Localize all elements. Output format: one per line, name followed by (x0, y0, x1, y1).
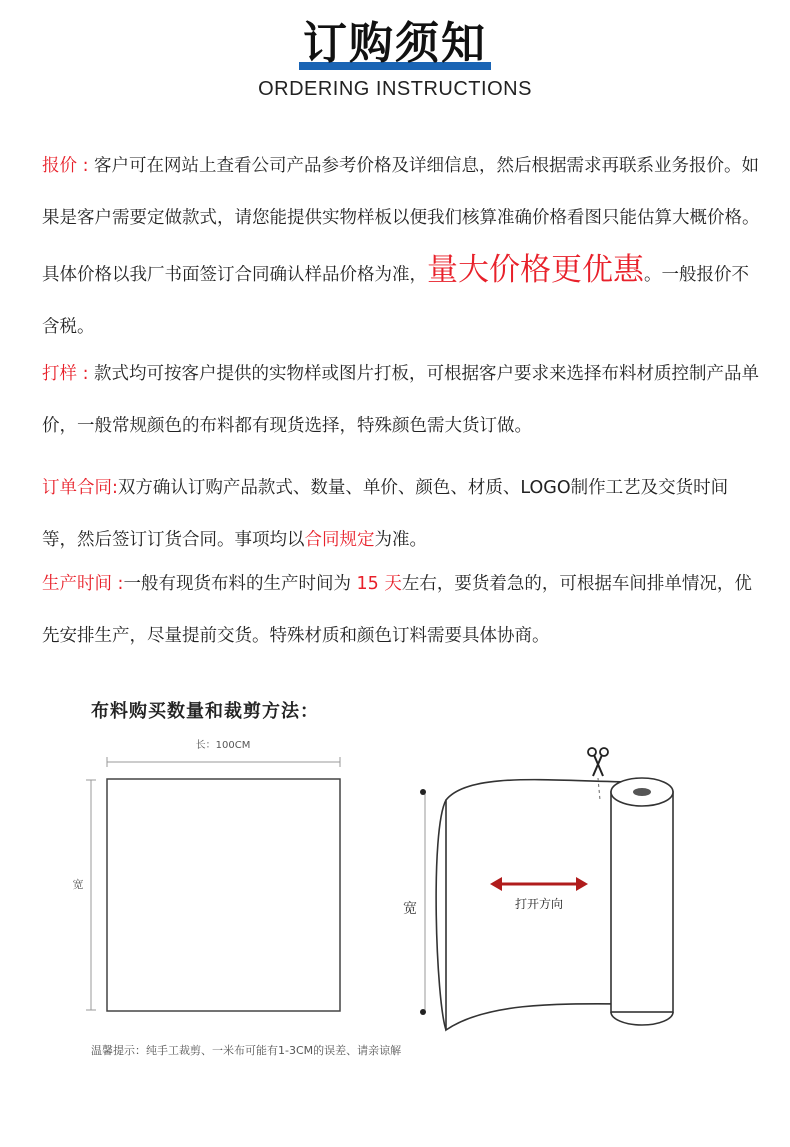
width-dot-bottom (420, 1009, 426, 1015)
section-quote-highlight: 量大价格更优惠 (427, 252, 644, 288)
section-production-text2: 左右，要货着急的，可根据车间排单情况，优先安排生产，尽量提前交货。特殊材质和颜色订料需要具体协商。 (42, 574, 752, 646)
fabric-sheet-edge (436, 800, 446, 1030)
section-contract-highlight: 合同规定 (304, 530, 375, 550)
section-sample-text: 款式均可按客户提供的实物样或图片打板，可根据客户要求来选择布料材质控制产品单价，一般常规颜色的布料都有现货选择，特殊颜色需大货订做。 (42, 364, 760, 436)
section-production (42, 558, 762, 662)
section-contract (42, 462, 762, 566)
direction-label: 打开方向 (514, 897, 564, 911)
section-production-label: 生产时间 : (42, 574, 124, 594)
scissors-icon (588, 748, 608, 776)
fabric-roll-body (611, 792, 673, 1012)
title-wrap (303, 14, 487, 74)
section-quote-label: 报价 : (42, 156, 89, 176)
section-quote-text2: 。一般报价不含税。 (42, 265, 749, 337)
section-contract-text2: 为准。 (374, 530, 427, 550)
fabric-diagram (0, 720, 790, 1140)
section-sample (42, 348, 762, 452)
width-dot-top (420, 789, 426, 795)
section-quote (42, 140, 762, 353)
fabric-roll-core (633, 788, 651, 796)
section-contract-label: 订单合同: (42, 478, 118, 498)
section-contract-text1: 双方确认订购产品款式、数量、单价、颜色、材质、LOGO制作工艺及交货时间等，然后签订订货合同。事项均以 (42, 478, 729, 550)
fabric-square (107, 779, 340, 1011)
width-label-left: 宽 (72, 878, 84, 891)
page-title: 订购须知 (303, 18, 487, 69)
section-production-text1: 一般有现货布料的生产时间为 (123, 574, 357, 594)
diagram-title: 布料购买数量和裁剪方法： (91, 701, 319, 722)
fabric-roll-bottom (611, 1012, 673, 1025)
section-sample-label: 打样 : (42, 364, 89, 384)
page-subtitle: ORDERING INSTRUCTIONS (258, 78, 532, 100)
header (0, 14, 790, 101)
diagram-note: 温馨提示：纯手工裁剪、一米布可能有1-3CM的误差、请亲谅解 (91, 1044, 402, 1057)
width-label-right: 宽 (403, 901, 417, 917)
length-label: 长：100CM (195, 740, 251, 751)
section-quote-text1: 客户可在网站上查看公司产品参考价格及详细信息，然后根据需求再联系业务报价。如果是客户需要定做款式，请您能提供实物样板以便我们核算准确价格看图只能估算大概价格。具体价格以我厂书面签订合同确认样品价格为准， (42, 156, 760, 285)
section-production-highlight: 15 天 (356, 574, 402, 594)
